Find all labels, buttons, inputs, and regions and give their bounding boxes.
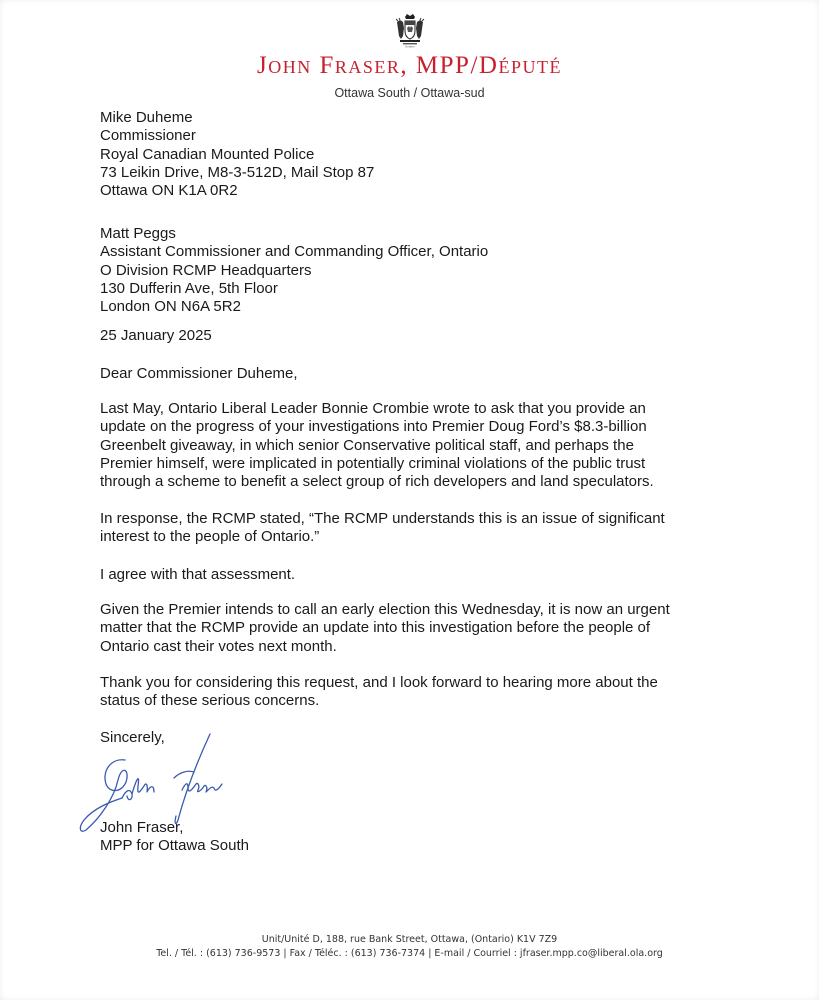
address-line: Commissioner <box>100 127 196 145</box>
paragraph-line: Ontario cast their votes next month. <box>100 637 337 655</box>
address-line: Matt Peggs <box>100 225 176 242</box>
address-line: 73 Leikin Drive, M8-3-512D, Mail Stop 87 <box>100 163 375 181</box>
address-line: O Division RCMP Headquarters <box>100 261 312 279</box>
paragraph-4 <box>100 601 720 656</box>
crest-caption: Ontario <box>405 45 415 48</box>
paragraph-3 <box>100 566 720 584</box>
recipient-2-address <box>100 225 720 316</box>
paragraph-2 <box>100 510 720 547</box>
coat-of-arms-icon <box>394 12 426 48</box>
signer-title: MPP for Ottawa South <box>100 837 249 855</box>
paragraph-line: Greenbelt giveaway, in which senior Conservative political staff, and perhaps the <box>100 436 634 454</box>
paragraph-line: update on the progress of your investigations into Premier Doug Ford’s $8.3-billion <box>100 418 647 436</box>
footer-contact: Tel. / Tél. : (613) 736-9573 | Fax / Téléc. : (613) 736-7374 | E-mail / Courriel : jfraser.mpp.co@liberal.ola.org <box>156 948 663 959</box>
letterhead-riding: Ottawa South / Ottawa-sud <box>334 86 485 100</box>
address-line: 130 Dufferin Ave, 5th Floor <box>100 279 278 297</box>
paragraph-line: status of these serious concerns. <box>100 692 320 710</box>
paragraph-line: interest to the people of Ontario.” <box>100 528 320 546</box>
paragraph-line: In response, the RCMP stated, “The RCMP understands this is an issue of significant <box>100 510 665 527</box>
salutation: Dear Commissioner Duheme, <box>100 365 298 382</box>
paragraph-line: I agree with that assessment. <box>100 566 296 583</box>
paragraph-line: through a scheme to benefit a select group of rich developers and land speculators. <box>100 473 654 491</box>
paragraph-line: Thank you for considering this request, and I look forward to hearing more about the <box>100 674 658 691</box>
letterhead-name: John Fraser, MPP/Député <box>257 52 562 79</box>
signer-name: John Fraser, <box>100 819 184 836</box>
paragraph-line: Premier himself, were implicated in potentially criminal violations of the public trust <box>100 454 646 472</box>
address-line: Assistant Commissioner and Commanding Officer, Ontario <box>100 243 489 261</box>
address-line: London ON N6A 5R2 <box>100 298 241 316</box>
paragraph-5 <box>100 674 720 711</box>
address-line: Ottawa ON K1A 0R2 <box>100 182 238 200</box>
footer-address: Unit/Unité D, 188, rue Bank Street, Ottawa, (Ontario) K1V 7Z9 <box>261 934 558 945</box>
paragraph-line: Last May, Ontario Liberal Leader Bonnie Crombie wrote to ask that you provide an <box>100 400 646 417</box>
paragraph-1 <box>100 400 720 491</box>
address-line: Mike Duheme <box>100 109 193 126</box>
paragraph-line: matter that the RCMP provide an update into this investigation before the people of <box>100 619 651 637</box>
signer-block <box>100 819 249 856</box>
letter-date: 25 January 2025 <box>100 327 212 344</box>
paragraph-line: Given the Premier intends to call an early election this Wednesday, it is now an urgent <box>100 601 670 618</box>
recipient-1-address <box>100 109 720 200</box>
address-line: Royal Canadian Mounted Police <box>100 145 315 163</box>
closing: Sincerely, <box>100 729 165 746</box>
